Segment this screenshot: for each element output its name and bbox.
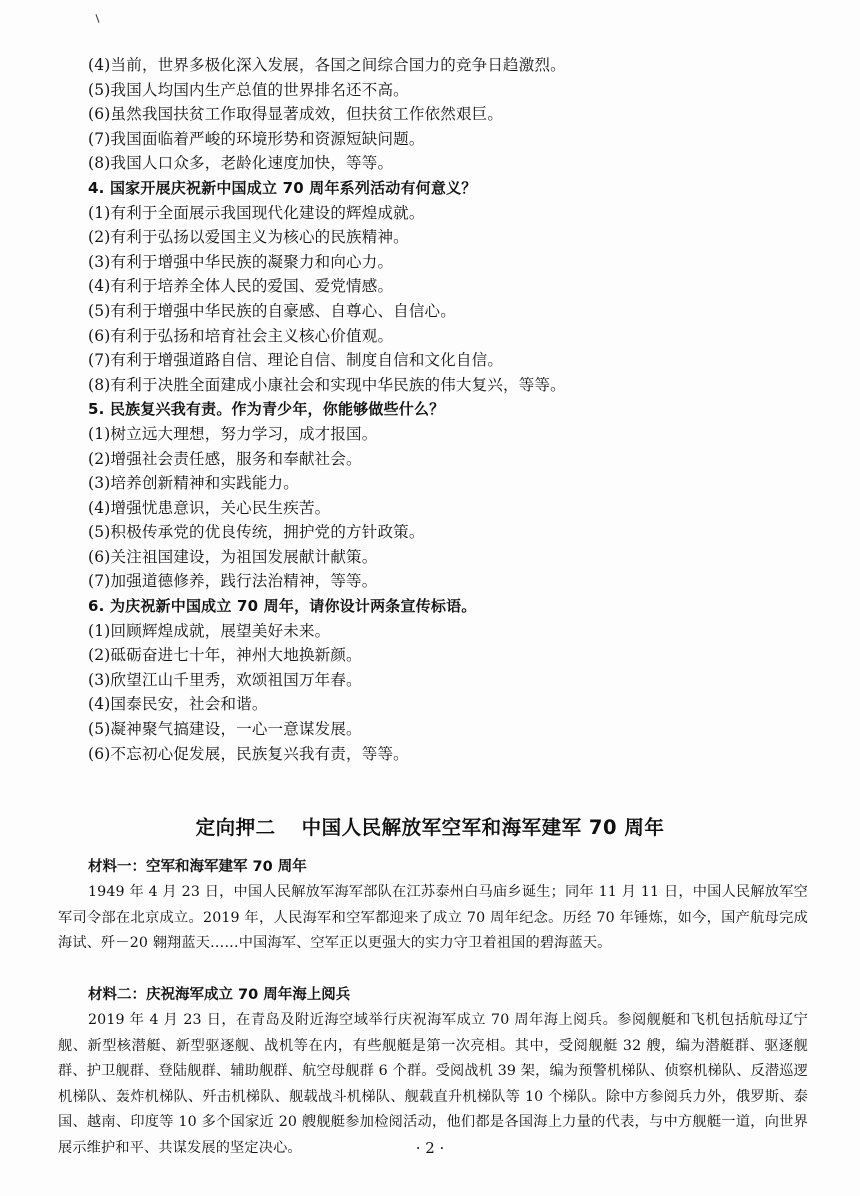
- list-item: (4)有利于培养全体人民的爱国、爱党情感。: [88, 277, 394, 296]
- list-item: (2)砥砺奋进七十年，神州大地换新颜。: [88, 646, 362, 665]
- list-item: (5)凝神聚气搞建设，一心一意谋发展。: [88, 720, 362, 739]
- list-item: (8)我国人口众多，老龄化速度加快，等等。: [88, 154, 394, 173]
- list-item: (6)虽然我国扶贫工作取得显著成效，但扶贫工作依然艰巨。: [88, 105, 504, 124]
- list-item: (7)加强道德修养，践行法治精神，等等。: [88, 572, 378, 591]
- section-heading: 中国人民解放军空军和海军建军 70 周年: [301, 816, 665, 839]
- list-item: (6)有利于弘扬和培育社会主义核心价值观。: [88, 326, 394, 345]
- material-two: [58, 983, 808, 1161]
- question-heading: 6. 为庆祝新中国成立 70 周年，请你设计两条宣传标语。: [88, 597, 477, 616]
- scan-mark: [95, 14, 99, 23]
- list-item: (2)有利于弘扬以爱国主义为核心的民族精神。: [88, 228, 409, 247]
- material-one-heading: 材料一：空军和海军建军 70 周年: [88, 859, 307, 875]
- list-item: (7)我国面临着严峻的环境形势和资源短缺问题。: [88, 129, 425, 148]
- page-number: · 2 ·: [415, 1139, 445, 1157]
- material-two-body: 2019 年 4 月 23 日，在青岛及附近海空域举行庆祝海军成立 70 周年海上阅兵。参阅舰艇和飞机包括航母辽宁舰、新型核潜艇、新型驱逐舰、战机等在内，有些舰艇是第一次亮相。其中，受阅舰艇 32 艘，编为潜艇群、驱逐舰群、护卫舰群、登陆舰群、辅助舰群、航空母舰群 6 个群。受阅战机 39 架，编为预警机梯队、侦察机梯队、反潜巡逻机梯队、轰炸机梯队、歼击机梯队、舰载战斗机梯队、舰载直升机梯队等 10 个梯队。除中方参阅兵力外，俄罗斯、泰国、越南、印度等 10 多个国家近 20 艘舰艇参加检阅活动，他们都是各国海上力量的代表，与中方舰艇一道，向世界展示维护和平、共谋发展的坚定决心。: [58, 1012, 808, 1156]
- list-item: (6)关注祖国建设，为祖国发展献计献策。: [88, 547, 378, 566]
- list-item: (6)不忘初心促发展，民族复兴我有责，等等。: [88, 744, 409, 763]
- list-item: (5)积极传承党的优良传统，拥护党的方针政策。: [88, 523, 425, 542]
- section-title: [0, 812, 860, 840]
- material-one-body: 1949 年 4 月 23 日，中国人民解放军海军部队在江苏泰州白马庙乡诞生；同年 11 月 11 日，中国人民解放军空军司令部在北京成立。2019 年，人民海军和空军都迎来了成立 70 周年纪念。历经 70 年锤炼，如今，国产航母完成海试、歼－20 翱翔蓝天……中国海军、空军正以更强大的实力守卫着祖国的碧海蓝天。: [58, 884, 808, 951]
- list-item: (4)当前，世界多极化深入发展，各国之间综合国力的竞争日趋激烈。: [88, 56, 566, 74]
- answer-list: [88, 53, 808, 766]
- question-heading: 4. 国家开展庆祝新中国成立 70 周年系列活动有何意义？: [88, 178, 477, 197]
- question-heading: 5. 民族复兴我有责。作为青少年，你能够做些什么？: [88, 400, 445, 419]
- section-label: 定向押二: [195, 816, 276, 839]
- list-item: (1)回顾辉煌成就，展望美好未来。: [88, 621, 331, 640]
- material-two-heading: 材料二：庆祝海军成立 70 周年海上阅兵: [88, 987, 351, 1003]
- list-item: (5)有利于增强中华民族的自豪感、自尊心、自信心。: [88, 301, 456, 320]
- material-one: [58, 855, 808, 957]
- list-item: (1)有利于全面展示我国现代化建设的辉煌成就。: [88, 203, 425, 222]
- list-item: (4)国泰民安，社会和谐。: [88, 695, 268, 714]
- list-item: (7)有利于增强道路自信、理论自信、制度自信和文化自信。: [88, 351, 504, 370]
- list-item: (1)树立远大理想，努力学习，成才报国。: [88, 424, 378, 443]
- list-item: (8)有利于决胜全面建成小康社会和实现中华民族的伟大复兴，等等。: [88, 375, 566, 394]
- list-item: (3)有利于增强中华民族的凝聚力和向心力。: [88, 252, 394, 271]
- list-item: (3)培养创新精神和实践能力。: [88, 474, 299, 493]
- list-item: (5)我国人均国内生产总值的世界排名还不高。: [88, 80, 409, 99]
- list-item: (3)欣望江山千里秀，欢颂祖国万年春。: [88, 670, 362, 689]
- list-item: (4)增强忧患意识，关心民生疾苦。: [88, 498, 331, 517]
- list-item: (2)增强社会责任感，服务和奉献社会。: [88, 449, 362, 468]
